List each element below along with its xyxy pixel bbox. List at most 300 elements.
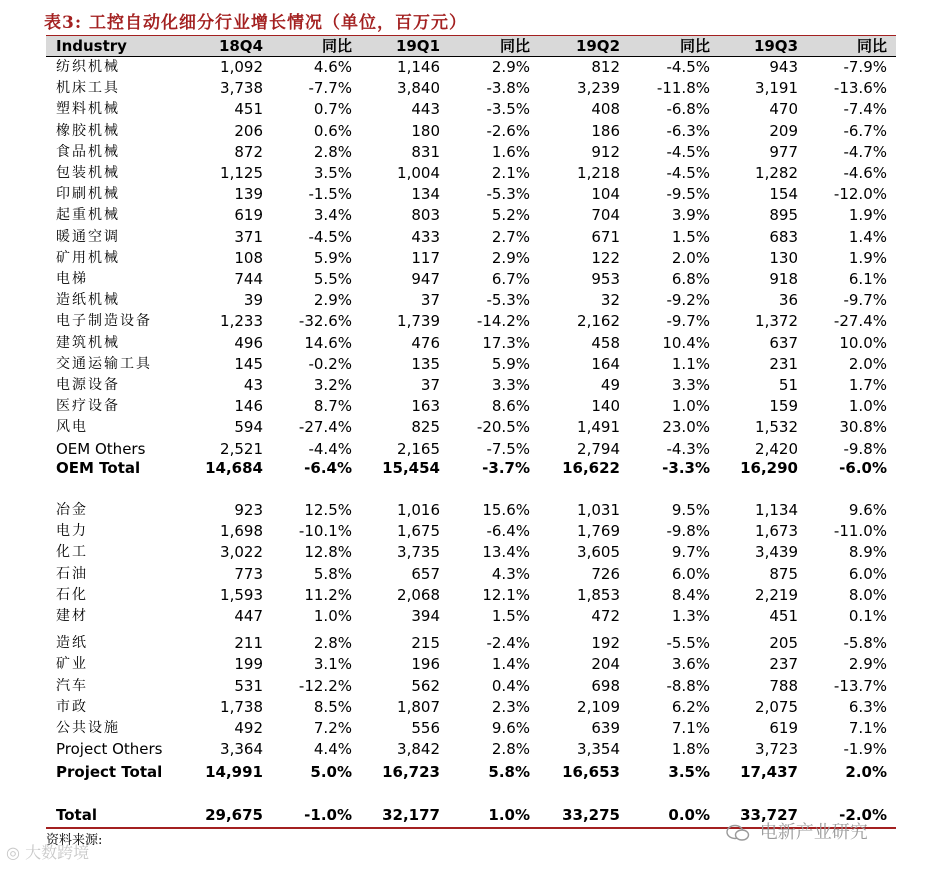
- cell-yoy-19q2: 0.0%: [668, 806, 710, 824]
- table-row: [46, 718, 896, 739]
- cell-q19q2: 164: [591, 355, 620, 373]
- cell-industry: 石油: [56, 566, 88, 582]
- cell-yoy-19q1: 2.3%: [491, 698, 530, 716]
- table-row: [46, 99, 896, 120]
- cell-q19q1: 117: [411, 249, 440, 267]
- cell-yoy-19q3: -7.4%: [843, 100, 887, 118]
- cell-q19q3: 1,372: [755, 312, 798, 330]
- cell-q19q1: 433: [411, 228, 440, 246]
- cell-yoy-19q3: 2.0%: [848, 355, 887, 373]
- cell-industry: 电源设备: [56, 377, 120, 393]
- cell-yoy-19q2: -9.2%: [666, 291, 710, 309]
- cell-q19q2: 186: [591, 122, 620, 140]
- table-row: [46, 739, 896, 760]
- cell-yoy-19q3: 6.1%: [848, 270, 887, 288]
- cell-yoy-19q2: 6.0%: [671, 565, 710, 583]
- cell-q19q1: 3,840: [397, 79, 440, 97]
- cell-q18q4: 2,521: [220, 440, 263, 458]
- cell-yoy-19q2: 7.1%: [671, 719, 710, 737]
- table-row: [46, 396, 896, 417]
- cell-yoy-19q1: 2.1%: [491, 164, 530, 182]
- cell-yoy-18q4: 4.6%: [313, 58, 352, 76]
- cell-yoy-19q1: 2.9%: [491, 249, 530, 267]
- cell-yoy-19q3: 1.7%: [848, 376, 887, 394]
- cell-q19q2: 16,653: [562, 763, 620, 781]
- cell-industry: Project Total: [56, 763, 163, 781]
- cell-q18q4: 1,698: [220, 522, 263, 540]
- cell-q18q4: 451: [234, 100, 263, 118]
- cell-industry: OEM Others: [56, 440, 146, 458]
- cell-yoy-19q2: -3.3%: [662, 459, 710, 477]
- cell-q18q4: 3,022: [220, 543, 263, 561]
- cell-yoy-19q1: 8.6%: [491, 397, 530, 415]
- cell-industry: 橡胶机械: [56, 123, 120, 139]
- cell-q19q1: 180: [411, 122, 440, 140]
- table-row: [46, 57, 896, 78]
- cell-yoy-18q4: -6.4%: [304, 459, 352, 477]
- cell-q19q2: 639: [591, 719, 620, 737]
- cell-q18q4: 1,125: [220, 164, 263, 182]
- cell-q19q3: 943: [769, 58, 798, 76]
- cell-q19q2: 458: [591, 334, 620, 352]
- watermark-left-icon: ◎: [6, 843, 20, 862]
- header-19q2: 19Q2: [575, 37, 620, 55]
- cell-yoy-19q3: 30.8%: [839, 418, 887, 436]
- table-row: [46, 163, 896, 184]
- cell-q19q1: 657: [411, 565, 440, 583]
- source-note: 资料来源:: [46, 833, 103, 848]
- cell-q18q4: 3,738: [220, 79, 263, 97]
- cell-industry: 包装机械: [56, 165, 120, 181]
- cell-yoy-18q4: 11.2%: [304, 586, 352, 604]
- cell-yoy-19q2: 1.3%: [671, 607, 710, 625]
- cell-yoy-18q4: -12.2%: [298, 677, 352, 695]
- cell-q19q3: 3,439: [755, 543, 798, 561]
- cell-q19q1: 1,807: [397, 698, 440, 716]
- cell-q18q4: 594: [234, 418, 263, 436]
- cell-q19q3: 1,532: [755, 418, 798, 436]
- cell-yoy-19q3: 1.4%: [848, 228, 887, 246]
- wechat-icon: [726, 824, 750, 842]
- table-row: [46, 564, 896, 585]
- cell-q19q1: 135: [411, 355, 440, 373]
- table-row: [46, 290, 896, 311]
- cell-q19q2: 49: [600, 376, 620, 394]
- cell-yoy-18q4: 0.6%: [313, 122, 352, 140]
- table-row: [46, 142, 896, 163]
- cell-q19q3: 1,282: [755, 164, 798, 182]
- oem-total-row: [46, 458, 896, 479]
- cell-q19q2: 192: [591, 634, 620, 652]
- cell-yoy-19q1: 3.3%: [491, 376, 530, 394]
- table-row: [46, 248, 896, 269]
- table-row: [46, 333, 896, 354]
- table-row: [46, 606, 896, 627]
- cell-q18q4: 1,593: [220, 586, 263, 604]
- cell-industry: 化工: [56, 544, 88, 560]
- cell-q19q3: 788: [769, 677, 798, 695]
- cell-yoy-19q3: 0.1%: [848, 607, 887, 625]
- cell-industry: 医疗设备: [56, 398, 120, 414]
- header-industry: Industry: [56, 37, 127, 55]
- cell-q19q1: 3,842: [397, 740, 440, 758]
- cell-yoy-18q4: 3.5%: [313, 164, 352, 182]
- cell-yoy-19q2: 1.1%: [671, 355, 710, 373]
- cell-q19q1: 37: [420, 291, 440, 309]
- cell-q19q1: 443: [411, 100, 440, 118]
- cell-q19q2: 704: [591, 206, 620, 224]
- table-row: [46, 633, 896, 654]
- table-row: [46, 676, 896, 697]
- cell-yoy-19q3: -6.0%: [839, 459, 887, 477]
- cell-q19q2: 671: [591, 228, 620, 246]
- cell-q19q3: 130: [769, 249, 798, 267]
- cell-q19q3: 33,727: [740, 806, 798, 824]
- table-row: [46, 697, 896, 718]
- cell-yoy-18q4: 0.7%: [313, 100, 352, 118]
- cell-q19q3: 2,075: [755, 698, 798, 716]
- cell-yoy-19q3: -13.6%: [833, 79, 887, 97]
- cell-q19q2: 2,794: [577, 440, 620, 458]
- cell-industry: 电子制造设备: [56, 313, 152, 329]
- table-row: [46, 184, 896, 205]
- cell-q19q2: 140: [591, 397, 620, 415]
- cell-q19q1: 3,735: [397, 543, 440, 561]
- cell-q18q4: 531: [234, 677, 263, 695]
- cell-industry: 建材: [56, 608, 88, 624]
- cell-industry: 风电: [56, 419, 88, 435]
- cell-q19q2: 32: [600, 291, 620, 309]
- cell-yoy-19q1: 13.4%: [482, 543, 530, 561]
- cell-yoy-18q4: 4.4%: [313, 740, 352, 758]
- cell-yoy-19q3: -7.9%: [843, 58, 887, 76]
- cell-yoy-19q2: -6.8%: [666, 100, 710, 118]
- watermark-right-text: 电新产业研究: [759, 822, 868, 843]
- watermark-left-text: 大数跨境: [25, 843, 90, 862]
- cell-q19q2: 1,031: [577, 501, 620, 519]
- cell-q18q4: 211: [234, 634, 263, 652]
- cell-q19q1: 1,739: [397, 312, 440, 330]
- cell-yoy-19q1: 1.0%: [488, 806, 530, 824]
- cell-industry: 食品机械: [56, 144, 120, 160]
- cell-q18q4: 492: [234, 719, 263, 737]
- cell-q19q3: 918: [769, 270, 798, 288]
- cell-q19q3: 3,723: [755, 740, 798, 758]
- cell-yoy-19q2: 8.4%: [671, 586, 710, 604]
- cell-yoy-19q2: -11.8%: [656, 79, 710, 97]
- cell-q19q2: 1,491: [577, 418, 620, 436]
- table-row: [46, 121, 896, 142]
- cell-q19q1: 556: [411, 719, 440, 737]
- cell-q19q1: 1,004: [397, 164, 440, 182]
- header-yoy-19q3: 同比: [856, 37, 887, 55]
- cell-q19q1: 37: [420, 376, 440, 394]
- cell-industry: Total: [56, 806, 97, 824]
- cell-q19q1: 32,177: [382, 806, 440, 824]
- cell-q18q4: 108: [234, 249, 263, 267]
- cell-yoy-19q2: -8.8%: [666, 677, 710, 695]
- cell-yoy-19q1: -14.2%: [476, 312, 530, 330]
- cell-yoy-19q3: 1.0%: [848, 397, 887, 415]
- cell-q18q4: 371: [234, 228, 263, 246]
- cell-q19q2: 122: [591, 249, 620, 267]
- header-19q3: 19Q3: [753, 37, 798, 55]
- cell-industry: 造纸机械: [56, 292, 120, 308]
- cell-yoy-19q3: -12.0%: [833, 185, 887, 203]
- cell-industry: 塑料机械: [56, 101, 120, 117]
- project-total-row: [46, 762, 896, 783]
- cell-q19q3: 51: [778, 376, 798, 394]
- cell-q19q1: 562: [411, 677, 440, 695]
- cell-q19q2: 1,218: [577, 164, 620, 182]
- cell-yoy-19q1: 15.6%: [482, 501, 530, 519]
- cell-yoy-18q4: 12.8%: [304, 543, 352, 561]
- cell-industry: 市政: [56, 699, 88, 715]
- cell-yoy-19q2: 1.0%: [671, 397, 710, 415]
- cell-yoy-19q1: -5.3%: [486, 291, 530, 309]
- table-row: [46, 654, 896, 675]
- cell-q18q4: 923: [234, 501, 263, 519]
- cell-yoy-19q1: 0.4%: [491, 677, 530, 695]
- cell-q18q4: 1,738: [220, 698, 263, 716]
- cell-yoy-19q2: -9.8%: [666, 522, 710, 540]
- cell-yoy-19q1: 5.9%: [491, 355, 530, 373]
- cell-q19q3: 637: [769, 334, 798, 352]
- table-row: [46, 542, 896, 563]
- cell-q19q3: 683: [769, 228, 798, 246]
- cell-q19q1: 803: [411, 206, 440, 224]
- cell-q19q1: 163: [411, 397, 440, 415]
- table-row: [46, 354, 896, 375]
- cell-q19q1: 947: [411, 270, 440, 288]
- cell-yoy-19q1: 5.8%: [488, 763, 530, 781]
- table-row: [46, 311, 896, 332]
- cell-q19q2: 698: [591, 677, 620, 695]
- cell-yoy-19q3: -4.7%: [843, 143, 887, 161]
- table-row: [46, 78, 896, 99]
- cell-yoy-19q2: 3.5%: [668, 763, 710, 781]
- cell-yoy-18q4: 5.9%: [313, 249, 352, 267]
- cell-q19q1: 15,454: [382, 459, 440, 477]
- cell-q19q2: 912: [591, 143, 620, 161]
- cell-yoy-19q1: 2.8%: [491, 740, 530, 758]
- cell-q18q4: 3,364: [220, 740, 263, 758]
- cell-yoy-19q2: 3.3%: [671, 376, 710, 394]
- cell-industry: 暖通空调: [56, 229, 120, 245]
- cell-q18q4: 43: [243, 376, 263, 394]
- cell-q18q4: 14,991: [205, 763, 263, 781]
- cell-q18q4: 39: [243, 291, 263, 309]
- cell-yoy-19q1: 2.9%: [491, 58, 530, 76]
- cell-yoy-19q2: 10.4%: [662, 334, 710, 352]
- cell-yoy-19q3: 2.0%: [845, 763, 887, 781]
- cell-yoy-19q2: 3.6%: [671, 655, 710, 673]
- cell-yoy-18q4: -10.1%: [298, 522, 352, 540]
- cell-q19q3: 1,673: [755, 522, 798, 540]
- cell-yoy-19q1: -7.5%: [486, 440, 530, 458]
- cell-q18q4: 872: [234, 143, 263, 161]
- cell-yoy-19q3: 2.9%: [848, 655, 887, 673]
- cell-yoy-19q2: -9.5%: [666, 185, 710, 203]
- cell-yoy-18q4: -7.7%: [308, 79, 352, 97]
- cell-q19q3: 209: [769, 122, 798, 140]
- cell-yoy-18q4: 1.0%: [313, 607, 352, 625]
- cell-yoy-19q2: 23.0%: [662, 418, 710, 436]
- cell-yoy-19q3: 6.3%: [848, 698, 887, 716]
- cell-q19q2: 1,853: [577, 586, 620, 604]
- cell-yoy-18q4: -32.6%: [298, 312, 352, 330]
- cell-q19q2: 3,239: [577, 79, 620, 97]
- cell-yoy-19q1: 1.4%: [491, 655, 530, 673]
- cell-industry: 造纸: [56, 635, 88, 651]
- table-row: [46, 585, 896, 606]
- cell-yoy-19q1: -3.8%: [486, 79, 530, 97]
- cell-q19q3: 17,437: [740, 763, 798, 781]
- cell-yoy-19q1: 1.6%: [491, 143, 530, 161]
- cell-yoy-19q1: -2.4%: [486, 634, 530, 652]
- cell-q19q2: 1,769: [577, 522, 620, 540]
- cell-yoy-19q2: -4.5%: [666, 143, 710, 161]
- cell-yoy-19q3: 8.0%: [848, 586, 887, 604]
- cell-yoy-18q4: 5.5%: [313, 270, 352, 288]
- cell-yoy-19q3: -6.7%: [843, 122, 887, 140]
- cell-q19q1: 476: [411, 334, 440, 352]
- cell-industry: 石化: [56, 587, 88, 603]
- cell-q19q3: 451: [769, 607, 798, 625]
- cell-yoy-18q4: -1.5%: [308, 185, 352, 203]
- cell-yoy-18q4: -4.5%: [308, 228, 352, 246]
- cell-q18q4: 1,092: [220, 58, 263, 76]
- cell-q19q3: 16,290: [740, 459, 798, 477]
- cell-q19q3: 875: [769, 565, 798, 583]
- cell-yoy-19q3: -11.0%: [833, 522, 887, 540]
- cell-industry: Project Others: [56, 740, 163, 758]
- cell-q19q2: 812: [591, 58, 620, 76]
- cell-yoy-19q3: 6.0%: [848, 565, 887, 583]
- table-row: [46, 521, 896, 542]
- cell-q19q2: 408: [591, 100, 620, 118]
- cell-q19q2: 726: [591, 565, 620, 583]
- header-18q4: 18Q4: [218, 37, 263, 55]
- cell-industry: 交通运输工具: [56, 356, 152, 372]
- cell-yoy-19q2: -5.5%: [666, 634, 710, 652]
- cell-q19q1: 1,675: [397, 522, 440, 540]
- cell-industry: 电梯: [56, 271, 88, 287]
- cell-q18q4: 145: [234, 355, 263, 373]
- cell-yoy-18q4: 2.9%: [313, 291, 352, 309]
- cell-q19q1: 2,165: [397, 440, 440, 458]
- cell-industry: 电力: [56, 523, 88, 539]
- cell-q19q2: 16,622: [562, 459, 620, 477]
- cell-yoy-19q3: -2.0%: [839, 806, 887, 824]
- cell-yoy-19q1: 9.6%: [491, 719, 530, 737]
- cell-industry: 冶金: [56, 502, 88, 518]
- cell-q18q4: 447: [234, 607, 263, 625]
- table-row: [46, 417, 896, 438]
- cell-yoy-19q2: -9.7%: [666, 312, 710, 330]
- cell-q19q2: 104: [591, 185, 620, 203]
- header-yoy-19q2: 同比: [679, 37, 710, 55]
- watermark-right: [726, 818, 868, 844]
- cell-q19q2: 3,605: [577, 543, 620, 561]
- cell-yoy-19q3: -9.7%: [843, 291, 887, 309]
- cell-yoy-18q4: -4.4%: [308, 440, 352, 458]
- cell-q19q1: 2,068: [397, 586, 440, 604]
- cell-yoy-19q1: -20.5%: [476, 418, 530, 436]
- cell-yoy-18q4: 5.8%: [313, 565, 352, 583]
- cell-yoy-19q2: -4.5%: [666, 58, 710, 76]
- cell-q19q3: 1,134: [755, 501, 798, 519]
- cell-q19q2: 3,354: [577, 740, 620, 758]
- cell-q19q3: 205: [769, 634, 798, 652]
- cell-yoy-18q4: 3.2%: [313, 376, 352, 394]
- cell-q19q3: 154: [769, 185, 798, 203]
- cell-industry: 建筑机械: [56, 335, 120, 351]
- header-19q1: 19Q1: [395, 37, 440, 55]
- cell-industry: 矿业: [56, 656, 88, 672]
- cell-yoy-18q4: 2.8%: [313, 634, 352, 652]
- cell-q19q2: 953: [591, 270, 620, 288]
- cell-q19q1: 1,016: [397, 501, 440, 519]
- cell-yoy-19q1: -3.7%: [482, 459, 530, 477]
- cell-q19q3: 619: [769, 719, 798, 737]
- cell-yoy-19q3: -1.9%: [843, 740, 887, 758]
- cell-q18q4: 199: [234, 655, 263, 673]
- cell-yoy-18q4: -1.0%: [304, 806, 352, 824]
- cell-q19q3: 977: [769, 143, 798, 161]
- cell-yoy-19q3: -27.4%: [833, 312, 887, 330]
- cell-yoy-19q3: -13.7%: [833, 677, 887, 695]
- cell-yoy-18q4: 3.1%: [313, 655, 352, 673]
- cell-yoy-19q2: 6.8%: [671, 270, 710, 288]
- cell-industry: 机床工具: [56, 80, 120, 96]
- cell-yoy-18q4: 3.4%: [313, 206, 352, 224]
- cell-yoy-19q1: 17.3%: [482, 334, 530, 352]
- cell-q19q1: 394: [411, 607, 440, 625]
- cell-yoy-19q3: -4.6%: [843, 164, 887, 182]
- cell-yoy-18q4: -27.4%: [298, 418, 352, 436]
- cell-q19q3: 231: [769, 355, 798, 373]
- cell-yoy-19q3: 8.9%: [848, 543, 887, 561]
- cell-yoy-19q1: 1.5%: [491, 607, 530, 625]
- cell-yoy-19q2: -6.3%: [666, 122, 710, 140]
- cell-yoy-19q2: -4.5%: [666, 164, 710, 182]
- cell-q19q3: 470: [769, 100, 798, 118]
- table-row: [46, 205, 896, 226]
- cell-yoy-18q4: 7.2%: [313, 719, 352, 737]
- cell-yoy-18q4: 5.0%: [310, 763, 352, 781]
- cell-yoy-19q2: 1.8%: [671, 740, 710, 758]
- cell-yoy-18q4: 8.5%: [313, 698, 352, 716]
- cell-q18q4: 14,684: [205, 459, 263, 477]
- cell-yoy-18q4: -0.2%: [308, 355, 352, 373]
- cell-yoy-19q1: 6.7%: [491, 270, 530, 288]
- cell-q19q2: 33,275: [562, 806, 620, 824]
- cell-q19q1: 825: [411, 418, 440, 436]
- table-header: [46, 36, 896, 57]
- cell-yoy-19q2: 3.9%: [671, 206, 710, 224]
- cell-yoy-19q3: 7.1%: [848, 719, 887, 737]
- cell-yoy-19q3: 10.0%: [839, 334, 887, 352]
- cell-q19q2: 204: [591, 655, 620, 673]
- cell-q19q3: 3,191: [755, 79, 798, 97]
- cell-yoy-19q2: 9.5%: [671, 501, 710, 519]
- table-row: [46, 269, 896, 290]
- cell-yoy-19q1: -5.3%: [486, 185, 530, 203]
- cell-industry: 汽车: [56, 678, 88, 694]
- cell-yoy-19q2: 1.5%: [671, 228, 710, 246]
- cell-yoy-19q2: 9.7%: [671, 543, 710, 561]
